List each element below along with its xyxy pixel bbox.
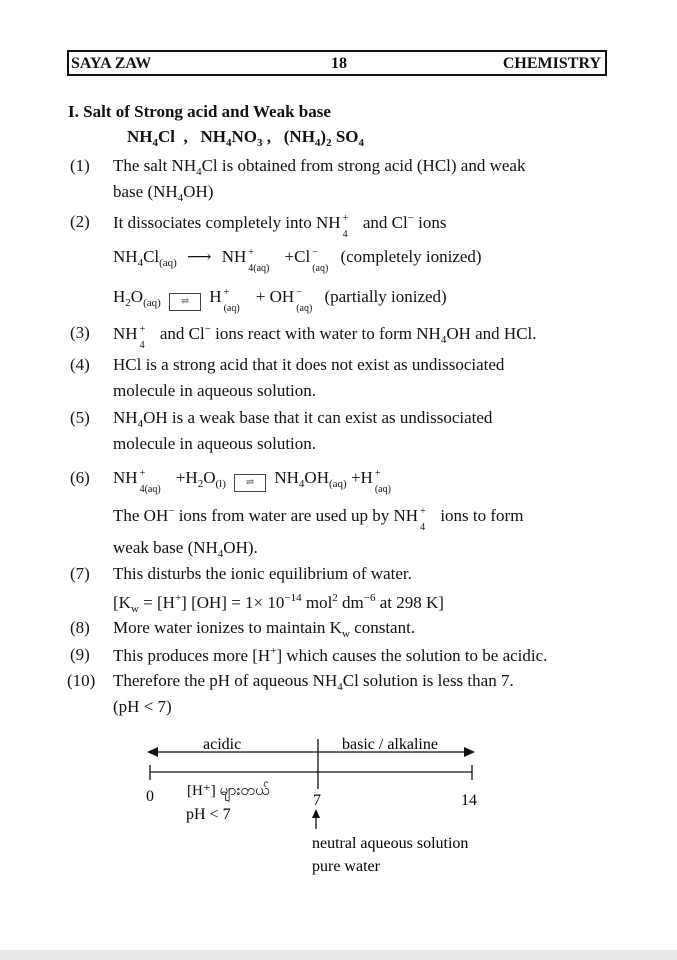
ph-0-label: 0 — [146, 788, 154, 805]
item-9-line-1: This produces more [H+] which causes the solution to be acidic. — [113, 645, 548, 665]
reaction-arrow-icon: ⟶ — [187, 247, 212, 266]
page-header — [67, 50, 607, 76]
header-author: SAYA ZAW — [71, 55, 152, 72]
item-number: (5) — [70, 408, 90, 427]
item-number: (6) — [70, 468, 90, 487]
up-arrow-icon — [312, 809, 320, 818]
item-number: (9) — [70, 645, 90, 664]
left-arrow-icon — [147, 747, 158, 757]
ph-scale-diagram — [0, 725, 677, 885]
item-number: (1) — [70, 156, 90, 175]
item-number: (2) — [70, 212, 90, 231]
equilibrium-icon: ⇌ — [169, 293, 201, 311]
ph-7-label: 7 — [313, 792, 321, 809]
item-1-line-2: base $(NH_4OH)$ — [113, 182, 214, 204]
right-arrow-icon — [464, 747, 475, 757]
item-2-line-1: It dissociates completely into NH + 4 and Cl− ions — [113, 212, 447, 240]
section-title: I. Salt of Strong acid and Weak base — [68, 102, 331, 121]
item-1-line-1: The salt $NH_4Cl$ is obtained from strong acid (HCl) and weak — [113, 156, 526, 178]
item-4-line-2: molecule in aqueous solution. — [113, 381, 317, 400]
item-6-line-3: weak base $(NH_4OH)$. — [113, 538, 258, 560]
item-7-line-1: This disturbs the ionic equilibrium of water. — [113, 564, 412, 583]
item-5-line-2: molecule in aqueous solution. — [113, 434, 317, 453]
item-10-line-1: Therefore the pH of aqueous $NH_4Cl$ solution is less than 7. — [113, 671, 514, 693]
item-8-line-1: More water ionizes to maintain $K_w$ constant. — [113, 618, 416, 640]
item-number: (7) — [70, 564, 90, 583]
pure-water-label: pure water — [312, 858, 380, 875]
item-4-line-1: HCl is a strong acid that it does not exist as undissociated — [113, 355, 505, 374]
equation-ammonium-chloride: $NH_4Cl_{(aq)}$ ⟶ NH + 4(aq) +Cl − (aq) (completely ionized) — [113, 247, 482, 274]
hydrogen-ion-label: [H⁺] များတယ် — [187, 783, 270, 799]
ph-14-label: 14 — [461, 792, 477, 809]
salt-formulas: $NH_4Cl$ , $NH_4NO_3$ , $(NH_4)_2$ $SO_4$ — [127, 127, 365, 149]
item-3-line-1: NH + 4 and Cl− ions react with water to form $NH_4OH$ and HCl. — [113, 323, 537, 351]
item-number: (3) — [70, 323, 90, 342]
header-page-number: 18 — [331, 55, 347, 72]
item-number: (4) — [70, 355, 90, 374]
equilibrium-icon: ⇌ — [234, 474, 266, 492]
item-6-line-2: The OH− ions from water are used up by NH + 4 ions to form — [113, 505, 524, 533]
equation-water-ionization: $H_2O_{(aq)}$ ⇌ H + (aq) + OH − (aq) (partially ionized) — [113, 287, 447, 314]
header-subject: CHEMISTRY — [502, 55, 601, 72]
water-ionic-product: [$K_w = [H^+] [OH] = 1\times 10^{-14}$ mol$^2$ $dm^{-6}$ at 298 K] — [113, 592, 444, 615]
item-number: (10) — [67, 671, 96, 690]
basic-label: basic / alkaline — [342, 736, 438, 753]
acidic-label: acidic — [203, 736, 242, 753]
item-5-line-1: $NH_4OH$ is a weak base that it can exist as undissociated — [113, 408, 493, 430]
neutral-label: neutral aqueous solution — [312, 835, 469, 852]
item-number: (8) — [70, 618, 90, 637]
page-footer-strip — [0, 950, 677, 960]
item-10-line-2: (pH < 7) — [113, 697, 172, 716]
equation-hydrolysis: NH + 4(aq) $+H_2O_{(l)}$ ⇌ $NH_4OH_{(aq)} +H$ + (aq) — [113, 468, 391, 495]
ph-less-than-7-label: pH < 7 — [186, 806, 231, 823]
